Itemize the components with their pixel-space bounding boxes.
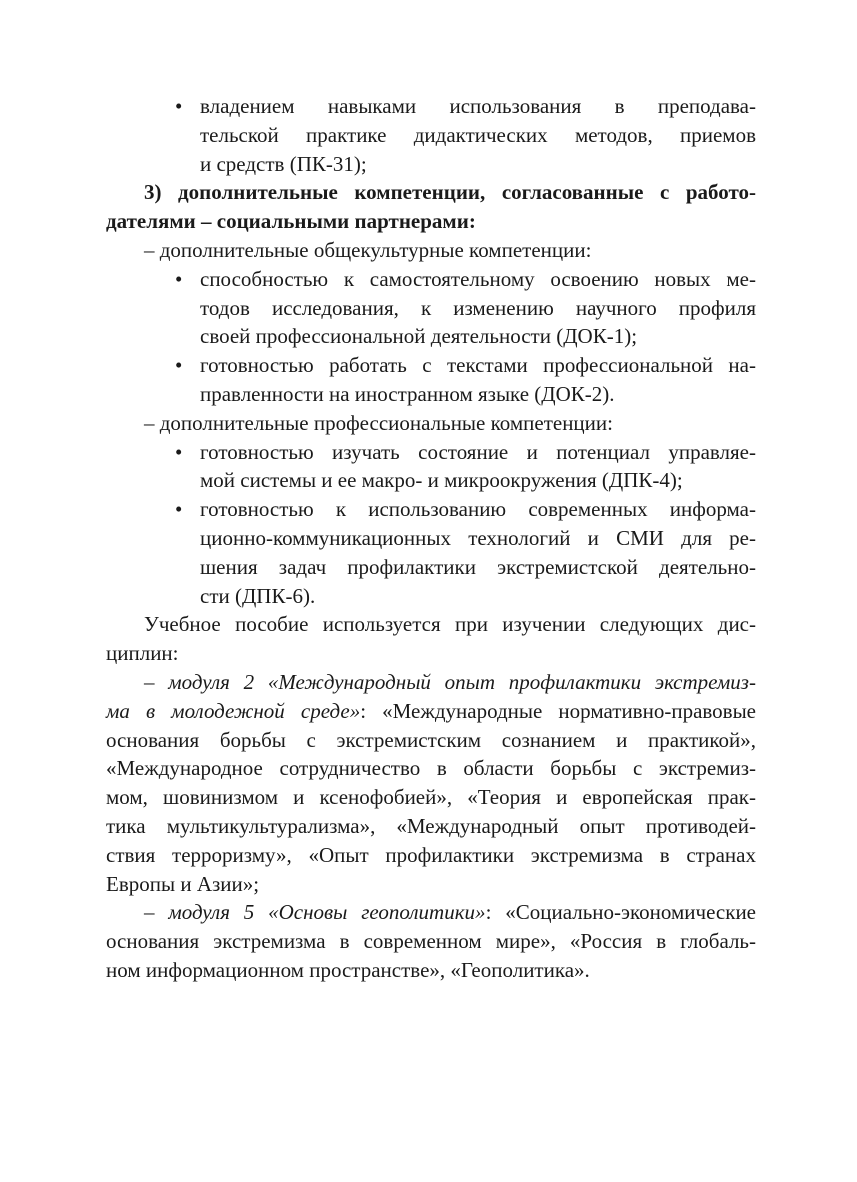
bullet-item-dok2-line1: • готовностью работать с текстами профессиональной на- (106, 351, 756, 380)
module2-paragraph-line5: мом, шовинизмом и ксенофобией», «Теория и европейская прак- (106, 785, 756, 810)
module2-paragraph-line8: Европы и Азии»; (106, 871, 260, 896)
bullet-item-dpk6-line2: ционно-коммуникационных технологий и СМИ для ре- (200, 525, 756, 550)
bullet-item-dpk4-line2: мой системы и ее макро- и микроокружения (ДПК-4); (200, 468, 683, 493)
usage-paragraph-line1: Учебное пособие используется при изучении следующих дис- (144, 612, 756, 637)
module5-paragraph-line2: основания экстремизма в современном мире», «Россия в глобаль- (106, 929, 756, 954)
module2-paragraph-line4: «Международное сотрудничество в области борьбы с экстремиз- (106, 756, 756, 781)
bullet-item-dpk6-line3: шения задач профилактики экстремистской деятельно- (200, 554, 756, 579)
section-heading-line2: дателями – социальными партнерами: (106, 209, 476, 234)
bullet-item-dok1-line1: • способностью к самостоятельному освоению новых ме- (106, 265, 756, 294)
bullet-item-pk31-line2: тельской практике дидактических методов, приемов (200, 122, 756, 147)
bullet-item-dpk4-line1: • готовностью изучать состояние и потенциал управляе- (106, 438, 756, 467)
bullet-item-dok2-line2: правленности на иностранном языке (ДОК-2). (200, 381, 615, 406)
module5-paragraph-line3: ном информационном пространстве», «Геополитика». (106, 957, 590, 982)
module2-paragraph-line6: тика мультикультурализма», «Международный опыт противодей- (106, 813, 756, 838)
module2-paragraph-line1: – модуля 2 «Международный опыт профилактики экстремиз- (144, 669, 756, 694)
module2-paragraph-line7: ствия терроризму», «Опыт профилактики экстремизма в странах (106, 842, 756, 867)
module2-paragraph-line2: ма в молодежной среде»: «Международные нормативно-правовые (106, 698, 757, 723)
dpk-group-title: – дополнительные профессиональные компетенции: (144, 410, 613, 435)
bullet-item-dok1-line2: тодов исследования, к изменению научного профиля (200, 295, 756, 320)
bullet-item-pk31-line1: • владением навыками использования в преподава- (106, 92, 756, 121)
bullet-item-pk31-line3: и средств (ПК-31); (200, 151, 367, 176)
usage-paragraph-line2: циплин: (106, 641, 179, 666)
module2-paragraph-line3: основания борьбы с экстремистским сознанием и практикой», (106, 727, 756, 752)
bullet-item-dpk6-line4: сти (ДПК-6). (200, 583, 316, 608)
document-page (106, 92, 756, 985)
bullet-item-dpk6-line1: • готовностью к использованию современных информа- (106, 495, 756, 524)
module5-paragraph-line1: – модуля 5 «Основы геополитики»: «Социально-экономические (144, 900, 757, 925)
dok-group-title: – дополнительные общекультурные компетенции: (144, 237, 592, 262)
bullet-item-dok1-line3: своей профессиональной деятельности (ДОК-1); (200, 324, 638, 349)
section-heading-line1: 3) дополнительные компетенции, согласованные с работо- (144, 180, 756, 205)
